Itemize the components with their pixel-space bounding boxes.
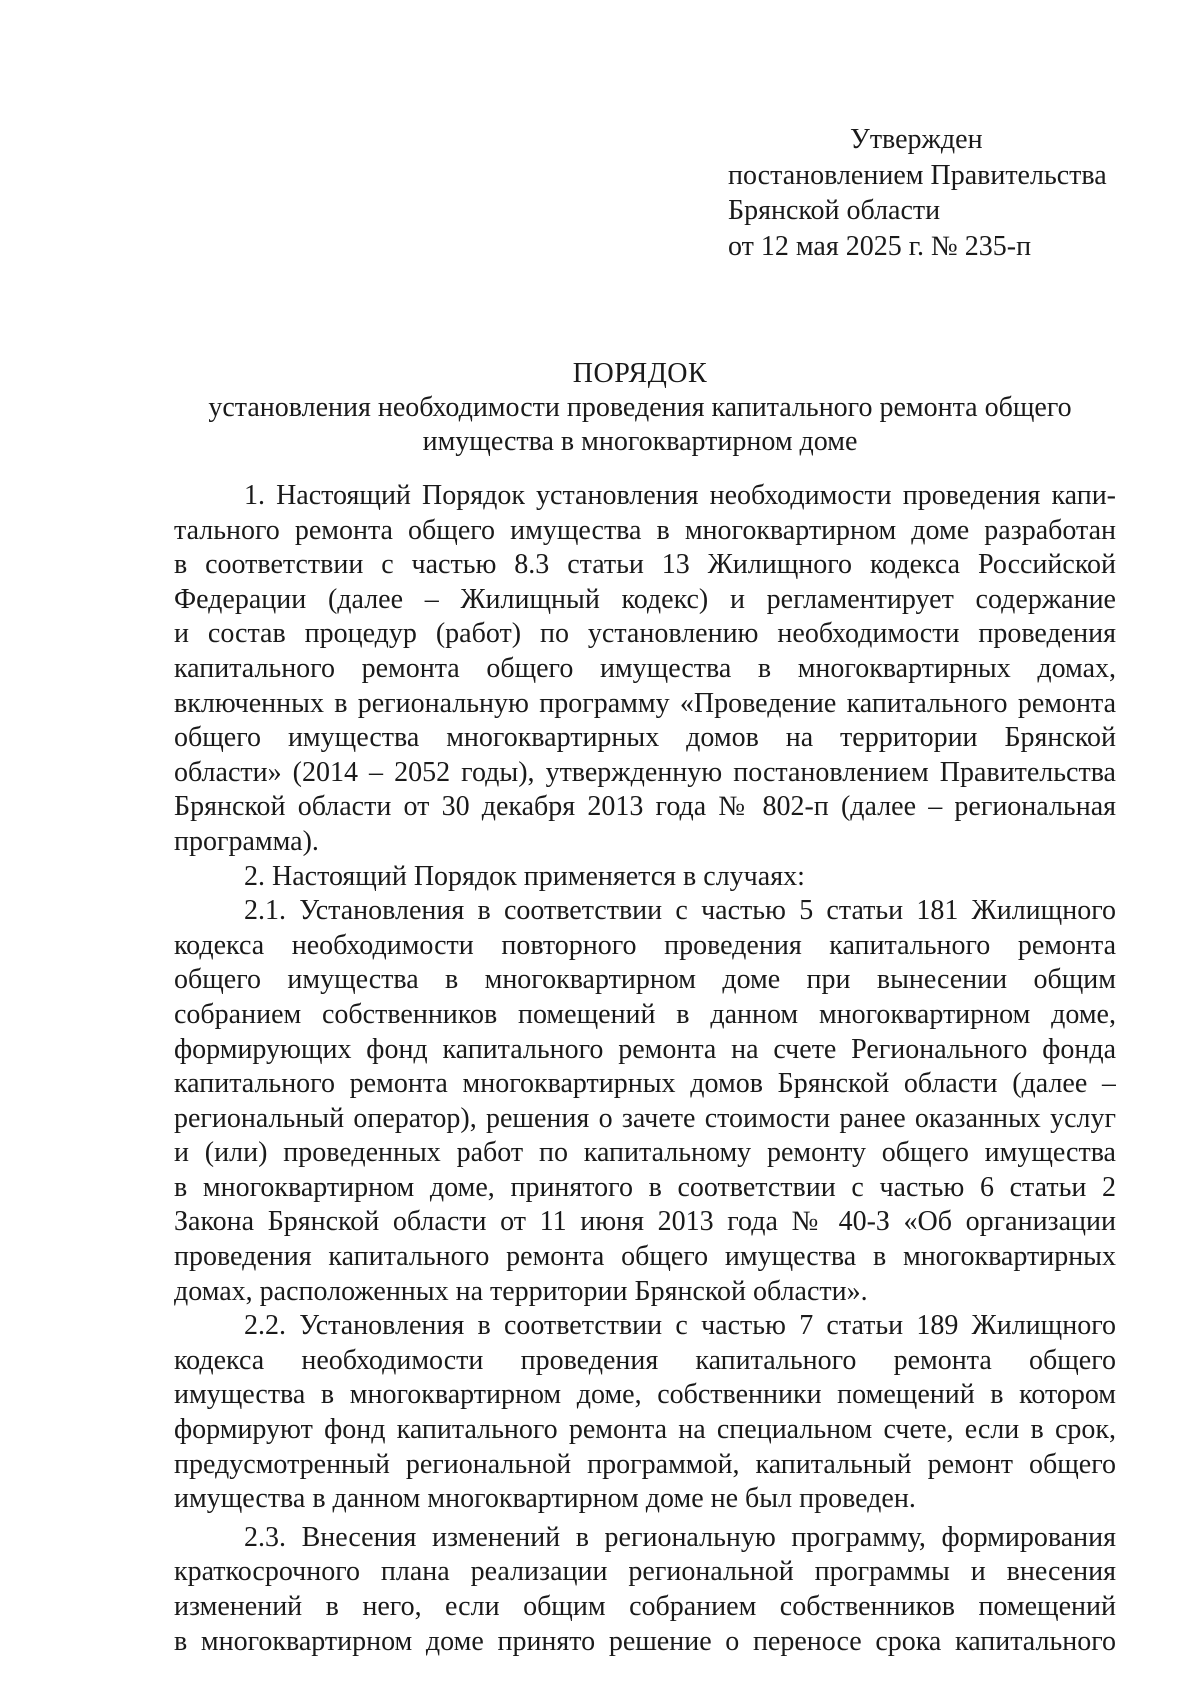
body-line: имущества в данном многоквартирном доме не был проведен.	[174, 1483, 916, 1515]
body-line: программа).	[174, 825, 319, 857]
document-body	[174, 479, 1116, 1659]
approval-line-region: Брянской области	[728, 195, 941, 226]
body-line: формируют фонд капитального ремонта на специальном счете, если в срок,	[174, 1414, 1116, 1446]
body-line: 2.1. Установления в соответствии с частью 5 статьи 181 Жилищного	[244, 895, 1116, 927]
body-line: 2.3. Внесения изменений в региональную программу, формирования	[244, 1521, 1116, 1553]
body-line: изменений в него, если общим собранием собственников помещений	[174, 1591, 1116, 1622]
body-line: краткосрочного плана реализации региональной программы и внесения	[174, 1556, 1116, 1588]
body-line: 2. Настоящий Порядок применяется в случаях:	[244, 860, 805, 892]
document-title	[160, 357, 1120, 459]
approval-line-resolution: постановлением Правительства	[728, 159, 1107, 191]
body-line: области» (2014 – 2052 годы), утвержденную постановлением Правительства	[174, 756, 1116, 788]
title-subtitle-line-2: имущества в многоквартирном доме	[422, 426, 858, 457]
approval-line-approved: Утвержден	[850, 124, 983, 155]
body-line: Брянской области от 30 декабря 2013 года № 802-п (далее – региональная	[174, 791, 1116, 823]
body-line: 1. Настоящий Порядок установления необходимости проведения капи-	[244, 480, 1116, 511]
approval-line-date-number: от 12 мая 2025 г. № 235-п	[728, 230, 1032, 262]
body-line: и состав процедур (работ) по установлению необходимости проведения	[174, 618, 1116, 650]
body-line: региональный оператор), решения о зачете стоимости ранее оказанных услуг	[174, 1102, 1116, 1134]
body-line: капитального ремонта общего имущества в многоквартирных домах,	[174, 652, 1116, 684]
body-line: включенных в региональную программу «Проведение капитального ремонта	[174, 687, 1116, 719]
body-line: 2.2. Установления в соответствии с частью 7 статьи 189 Жилищного	[244, 1310, 1116, 1342]
body-line: кодекса необходимости повторного проведения капитального ремонта	[174, 929, 1116, 961]
body-line: Закона Брянской области от 11 июня 2013 года № 40-З «Об организации	[174, 1206, 1116, 1238]
body-line: в многоквартирном доме, принятого в соответствии с частью 6 статьи 2	[174, 1171, 1116, 1203]
body-line: имущества в многоквартирном доме, собственники помещений в котором	[174, 1379, 1116, 1411]
body-line: в многоквартирном доме принято решение о переносе срока капитального	[174, 1625, 1116, 1657]
body-line: Федерации (далее – Жилищный кодекс) и регламентирует содержание	[174, 583, 1116, 615]
body-line: кодекса необходимости проведения капитального ремонта общего	[174, 1344, 1116, 1376]
body-line: капитального ремонта многоквартирных домов Брянской области (далее –	[174, 1068, 1116, 1100]
body-line: домах, расположенных на территории Брянской области».	[174, 1275, 868, 1307]
body-line: и (или) проведенных работ по капитальному ремонту общего имущества	[174, 1137, 1116, 1169]
body-line: проведения капитального ремонта общего имущества в многоквартирных	[174, 1241, 1116, 1273]
body-line: общего имущества многоквартирных домов на территории Брянской	[174, 722, 1116, 754]
body-line: тального ремонта общего имущества в многоквартирном доме разработан	[174, 514, 1116, 546]
body-line: общего имущества в многоквартирном доме при вынесении общим	[174, 964, 1116, 996]
body-line: собранием собственников помещений в данном многоквартирном доме,	[174, 998, 1116, 1030]
body-line: формирующих фонд капитального ремонта на счете Регионального фонда	[174, 1033, 1116, 1065]
body-line: в соответствии с частью 8.3 статьи 13 Жилищного кодекса Российской	[174, 549, 1116, 581]
body-line: предусмотренный региональной программой, капитальный ремонт общего	[174, 1448, 1116, 1480]
approval-stamp-block	[728, 122, 1148, 264]
title-subtitle-line-1: установления необходимости проведения капитального ремонта общего	[208, 392, 1072, 423]
title-main: ПОРЯДОК	[572, 358, 708, 389]
